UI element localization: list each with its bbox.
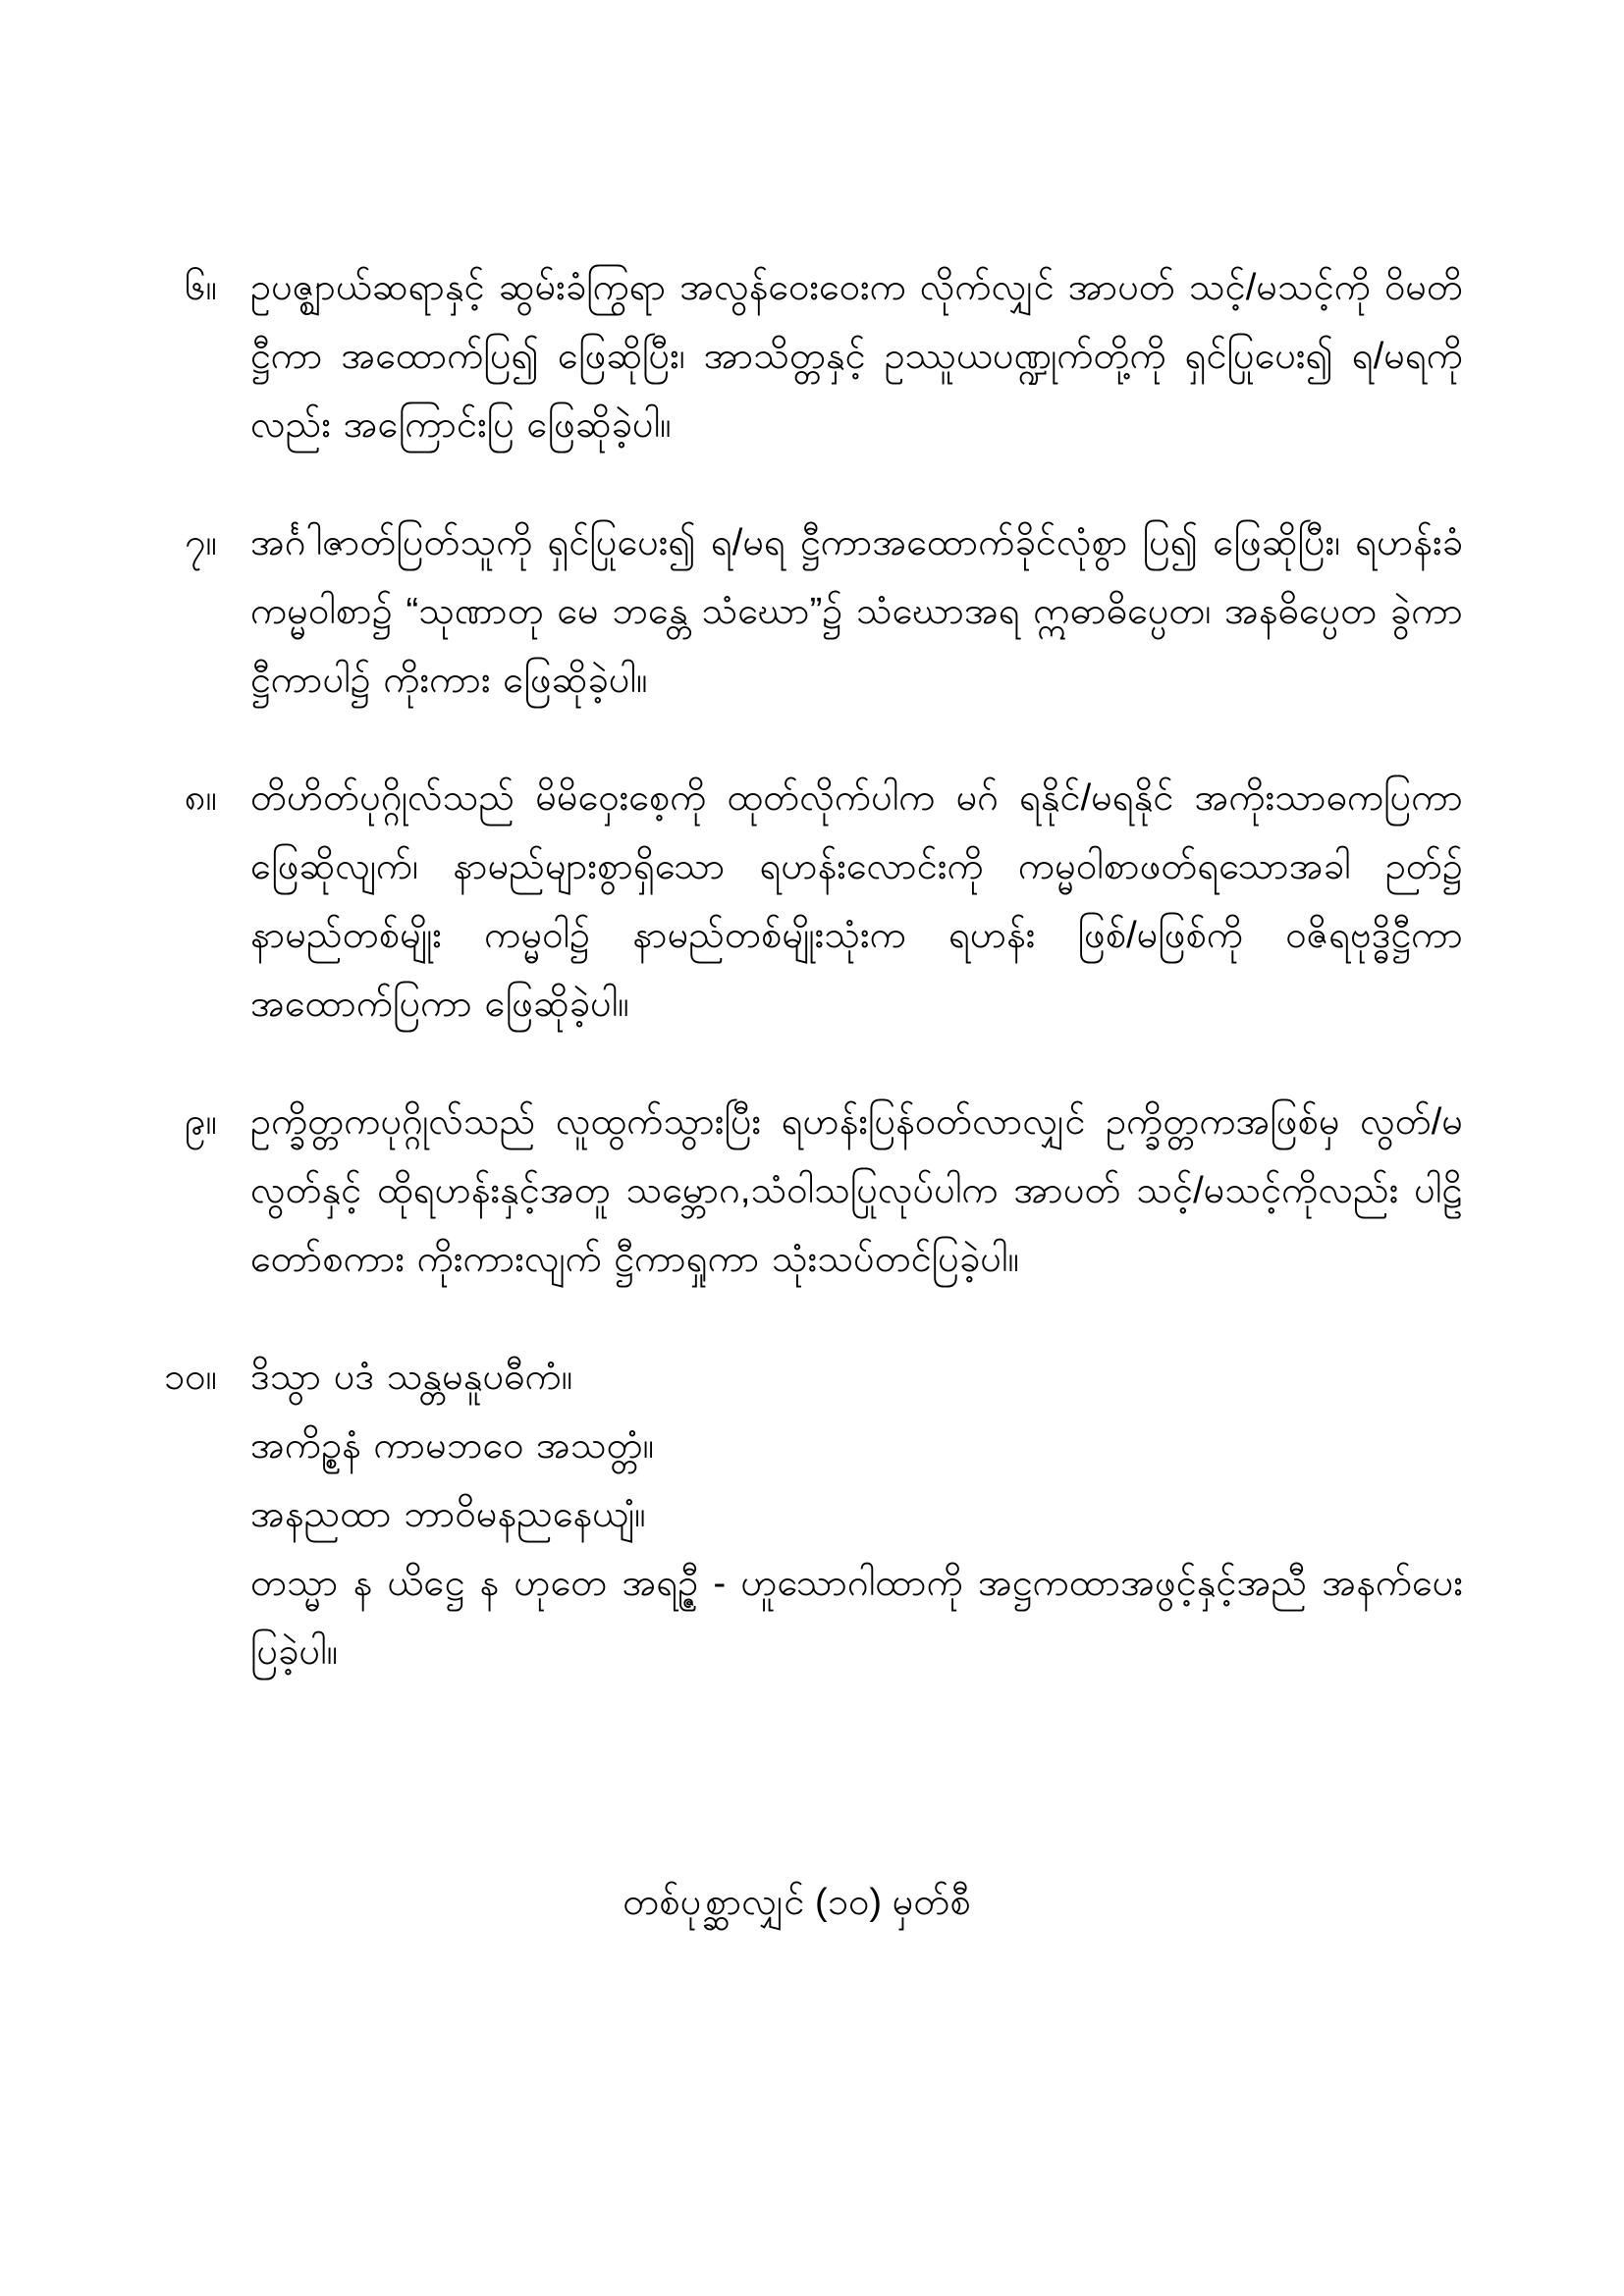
list-item-10 [131,1343,1463,1686]
item-number: ၉။ [185,1101,217,1143]
footer-note: တစ်ပုစ္ဆာလျှင် (၁၀) မှတ်စီ [623,1882,971,1923]
verse-line-3: အနညထာ ဘာဝိမနညနေယျံ။ [250,1494,646,1535]
verse-line-2: အကိဉ္စနံ ကာမဘဝေ အသတ္တံ။ [250,1425,655,1467]
list-item-9 [131,1088,1463,1294]
list-item-8 [131,764,1463,1039]
verse-line-1: ဒိသွာ ပဒံ သန္တမနူပဓီကံ။ [250,1357,573,1398]
verse-closing-text: တသ္မာ န ယိဋ္ဌေ န ဟုတေ အရဉ္ဇီ - ဟူသောဂါထာကို အဋ္ဌကထာအဖွင့်နှင့်အညီ အနက်ပေးပြခဲ့ပါ။ [250,1563,1463,1673]
item-text: အင်္ဂါဇာတ်ပြတ်သူကို ရှင်ပြုပေး၍ ရ/မရ ဋ္ဌီကာအထောက်ခိုင်လုံစွာ ပြ၍ ဖြေဆိုပြီး၊ ရဟန်းခံ ကမ္မဝါစာ၌ “သုဏာတု မေ ဘန္တေ သံဃော”၌ သံဃောအရ ဣဓာဓိပ္ပေတ၊ အနဓိပ္ပေတ ခွဲကာ ဋ္ဌီကာပါ၌ ကိုးကား ဖြေဆိုခဲ့ပါ။ [250,522,1463,701]
item-text: တိဟိတ်ပုဂ္ဂိုလ်သည် မိမိဝှေးစေ့ကို ထုတ်လိုက်ပါက မဂ် ရနိုင်/မရနိုင် အကိုးသာဓကပြကာ ဖြေဆိုလျက်၊ နာမည်များစွာရှိသော ရဟန်းလောင်းကို ကမ္မဝါစာဖတ်ရသောအခါ ဉတ်၌ နာမည်တစ်မျိုး ကမ္မဝါ၌ နာမည်တစ်မျိုးသုံးက ရဟန်း ဖြစ်/မဖြစ်ကို ဝဇိရဗုဒ္ဓိဋ္ဌီကာ အထောက်ပြကာ ဖြေဆိုခဲ့ပါ။ [250,777,1463,1025]
item-text: ဥပဇ္ဈာယ်ဆရာနှင့် ဆွမ်းခံကြွရာ အလွန်ဝေးဝေးက လိုက်လျှင် အာပတ် သင့်/မသင့်ကို ဝိမတိဋ္ဌီကာ အထောက်ပြ၍ ဖြေဆိုပြီး၊ အာသိတ္တနှင့် ဥဿူယပဏ္ဍုက်တို့ကို ရှင်ပြုပေး၍ ရ/မရကိုလည်း အကြောင်းပြ ဖြေဆိုခဲ့ပါ။ [250,267,1463,446]
list-item-7 [131,508,1463,715]
item-text [250,1343,1463,1686]
list-item-6 [131,253,1463,459]
item-number: ၇။ [185,522,217,563]
item-number: ၁၀။ [163,1357,217,1398]
item-text: ဥက္ခိတ္တကပုဂ္ဂိုလ်သည် လူထွက်သွားပြီး ရဟန်းပြန်ဝတ်လာလျှင် ဥက္ခိတ္တကအဖြစ်မှ လွတ်/မလွတ်နှင့် ထိုရဟန်းနှင့်အတူ သမ္ဘောဂ,သံဝါသပြုလုပ်ပါက အာပတ် သင့်/မသင့်ကိုလည်း ပါဠိတော်စကား ကိုးကားလျက် ဋ္ဌီကာရှုကာ သုံးသပ်တင်ပြခဲ့ပါ။ [250,1101,1463,1280]
item-number: ၈။ [184,777,217,819]
item-number: ၆။ [185,267,217,308]
